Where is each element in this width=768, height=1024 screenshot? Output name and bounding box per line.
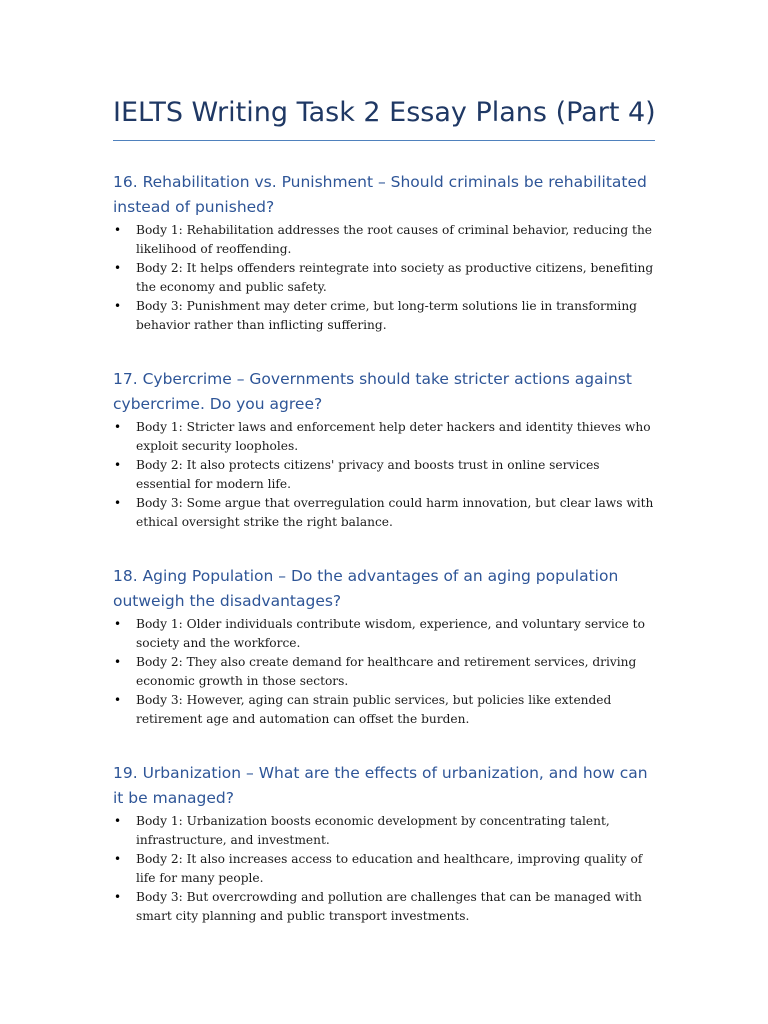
bullet-list [113, 812, 658, 925]
list-item [113, 888, 658, 925]
list-item-text: Body 2: It helps offenders reintegrate into society as productive citizens, benefiting the economy and public safety. [136, 261, 654, 294]
list-item [113, 653, 658, 690]
list-item [113, 297, 658, 334]
section-heading: 19. Urbanization – What are the effects of urbanization, and how can it be managed? [113, 764, 648, 807]
list-item [113, 615, 658, 652]
section-heading: 16. Rehabilitation vs. Punishment – Should criminals be rehabilitated instead of punished? [113, 173, 647, 216]
bullet-icon: • [114, 420, 122, 434]
list-item-text: Body 3: But overcrowding and pollution are challenges that can be managed with smart city planning and public transport investments. [136, 890, 642, 923]
list-item-text: Body 1: Stricter laws and enforcement help deter hackers and identity thieves who exploit security loopholes. [136, 420, 651, 453]
list-item-text: Body 1: Older individuals contribute wisdom, experience, and voluntary service to society and the workforce. [136, 617, 645, 650]
essay-plan-section [113, 761, 658, 926]
list-item-text: Body 2: They also create demand for healthcare and retirement services, driving economic growth in those sectors. [136, 655, 637, 688]
bullet-icon: • [114, 890, 122, 904]
bullet-icon: • [114, 496, 122, 510]
section-heading: 18. Aging Population – Do the advantages of an aging population outweigh the disadvantages? [113, 567, 619, 610]
list-item-text: Body 3: Punishment may deter crime, but long-term solutions lie in transforming behavior rather than inflicting suffering. [136, 299, 637, 332]
bullet-icon: • [114, 458, 122, 472]
list-item [113, 850, 658, 887]
bullet-icon: • [114, 852, 122, 866]
list-item-text: Body 1: Urbanization boosts economic development by concentrating talent, infrastructure, and investment. [136, 814, 610, 847]
list-item-text: Body 1: Rehabilitation addresses the root causes of criminal behavior, reducing the likelihood of reoffending. [136, 223, 653, 256]
page-title: IELTS Writing Task 2 Essay Plans (Part 4) [113, 97, 656, 128]
list-item [113, 691, 658, 728]
bullet-icon: • [114, 693, 122, 707]
list-item [113, 812, 658, 849]
bullet-list [113, 418, 658, 531]
list-item [113, 418, 658, 455]
bullet-icon: • [114, 299, 122, 313]
bullet-list [113, 615, 658, 728]
section-heading: 17. Cybercrime – Governments should take stricter actions against cybercrime. Do you agree? [113, 370, 632, 413]
list-item-text: Body 3: Some argue that overregulation could harm innovation, but clear laws with ethical oversight strike the right balance. [136, 496, 654, 529]
list-item-text: Body 2: It also protects citizens' privacy and boosts trust in online services essential for modern life. [136, 458, 600, 491]
list-item [113, 494, 658, 531]
bullet-icon: • [114, 223, 122, 237]
essay-plan-section [113, 170, 658, 335]
bullet-icon: • [114, 617, 122, 631]
title-divider [113, 140, 655, 141]
essay-plan-section [113, 564, 658, 729]
bullet-icon: • [114, 261, 122, 275]
bullet-icon: • [114, 655, 122, 669]
list-item [113, 259, 658, 296]
list-item [113, 221, 658, 258]
bullet-icon: • [114, 814, 122, 828]
list-item [113, 456, 658, 493]
essay-plan-section [113, 367, 658, 532]
list-item-text: Body 3: However, aging can strain public services, but policies like extended retirement age and automation can offset the burden. [136, 693, 612, 726]
bullet-list [113, 221, 658, 334]
list-item-text: Body 2: It also increases access to education and healthcare, improving quality of life for many people. [136, 852, 643, 885]
